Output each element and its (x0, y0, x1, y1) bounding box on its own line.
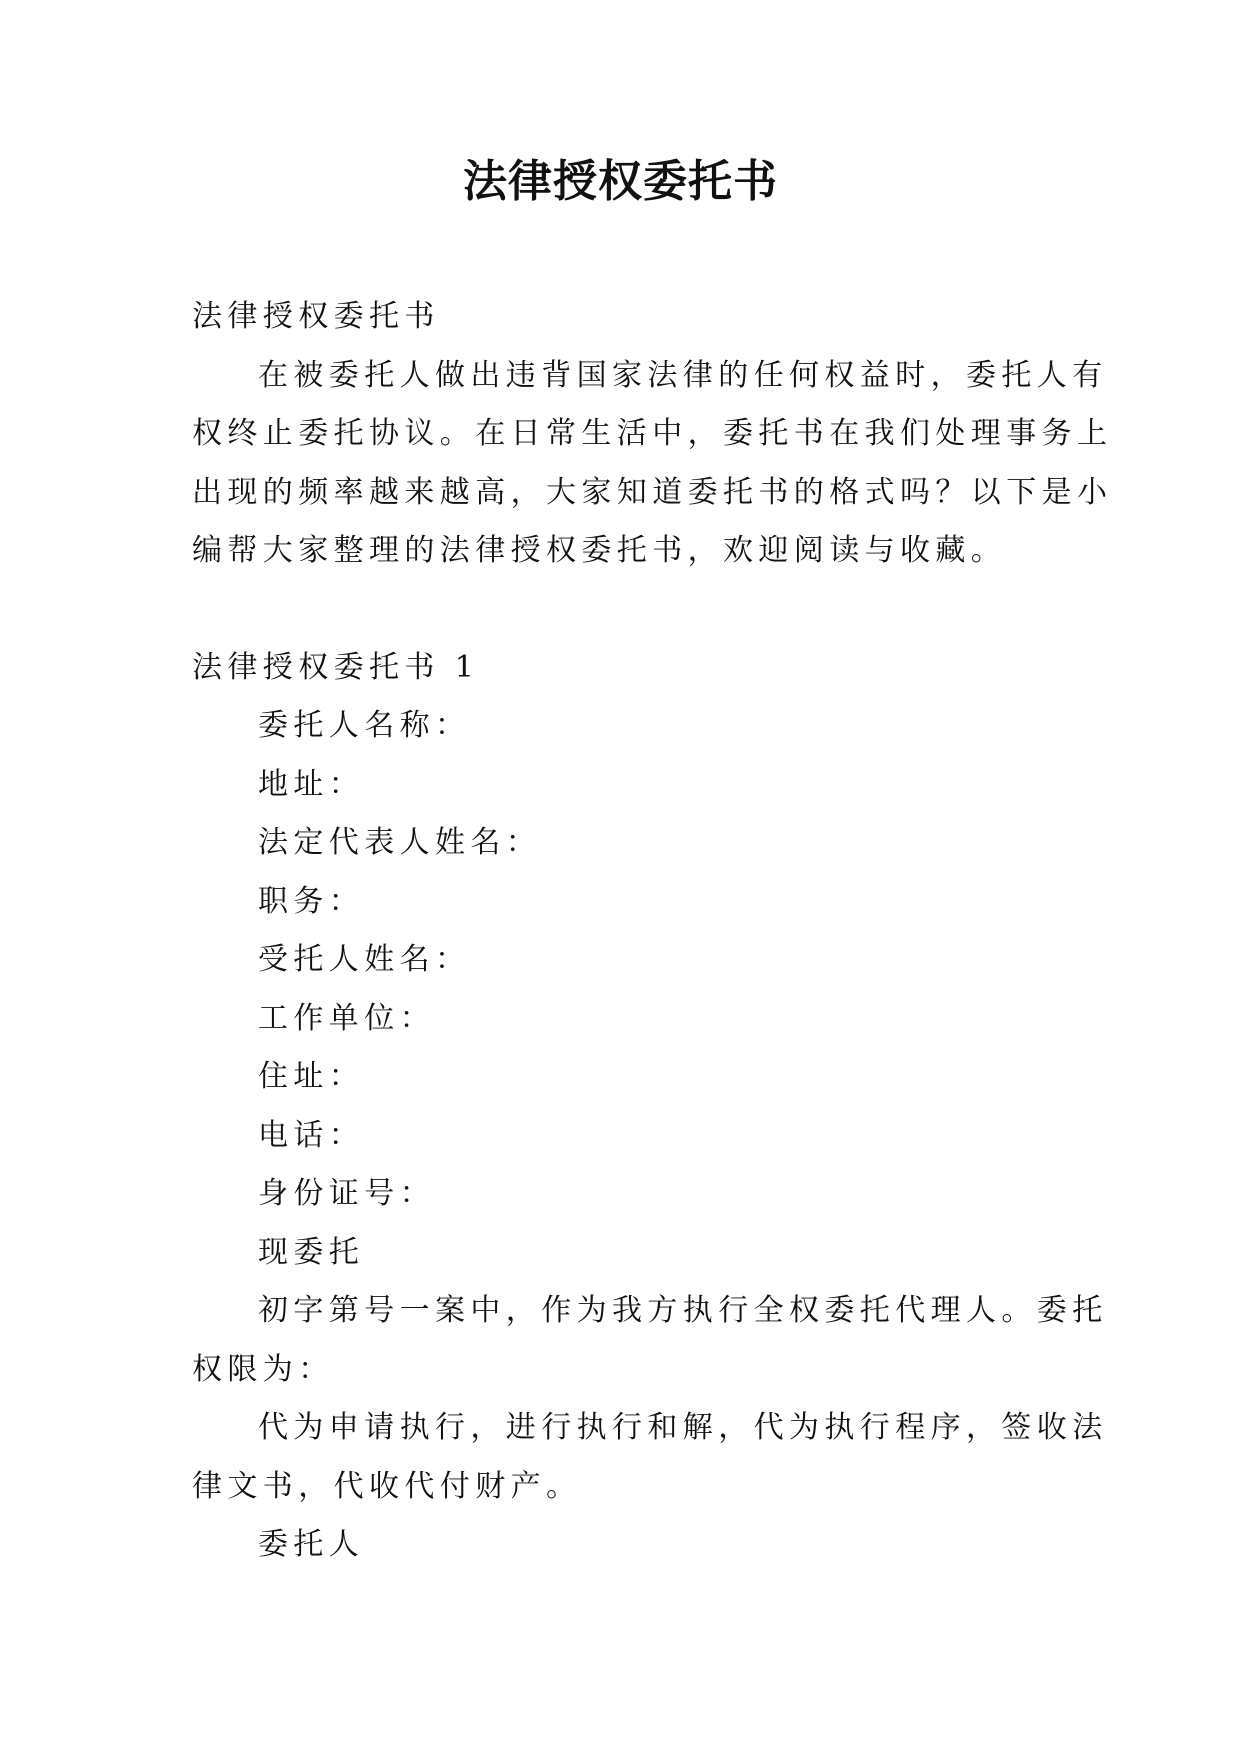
now-entrust-text: 现委托 (258, 1234, 365, 1270)
field-position: 职务： (258, 883, 365, 919)
case-line: 权限为： (192, 1351, 334, 1387)
case-line: 初字第号一案中，作为我方执行全权委托代理人。委托 (258, 1293, 1108, 1328)
field-id-number: 身份证号： (258, 1176, 435, 1211)
field-address: 地址： (258, 766, 365, 802)
intro-line: 编帮大家整理的法律授权委托书，欢迎阅读与收藏。 (192, 533, 1007, 568)
section-spacer (192, 581, 1057, 639)
intro-line: 出现的频率越来越高，大家知道委托书的格式吗？以下是小 (192, 474, 1113, 510)
document-title: 法律授权委托书 (463, 156, 778, 207)
intro-line: 权终止委托协议。在日常生活中，委托书在我们处理事务上 (192, 416, 1113, 451)
field-agent-name: 受托人姓名： (258, 942, 471, 977)
field-residence: 住址： (258, 1059, 365, 1094)
field-client-name: 委托人名称： (258, 708, 471, 743)
intro-paragraph (192, 347, 1113, 581)
field-phone: 电话： (258, 1117, 365, 1153)
document-body (192, 288, 1113, 1575)
scope-paragraph (192, 1399, 1108, 1516)
intro-line: 在被委托人做出违背国家法律的任何权益时，委托人有 (258, 357, 1108, 393)
field-workplace: 工作单位： (258, 1000, 435, 1036)
section-heading: 法律授权委托书 1 (192, 649, 480, 685)
intro-heading: 法律授权委托书 (192, 299, 440, 334)
closing-signature-label: 委托人 (258, 1527, 365, 1562)
scope-line: 代为申请执行，进行执行和解，代为执行程序，签收法 (258, 1410, 1108, 1445)
case-paragraph (192, 1282, 1108, 1399)
scope-line: 律文书，代收代付财产。 (192, 1468, 582, 1504)
field-legal-representative: 法定代表人姓名： (258, 825, 542, 860)
